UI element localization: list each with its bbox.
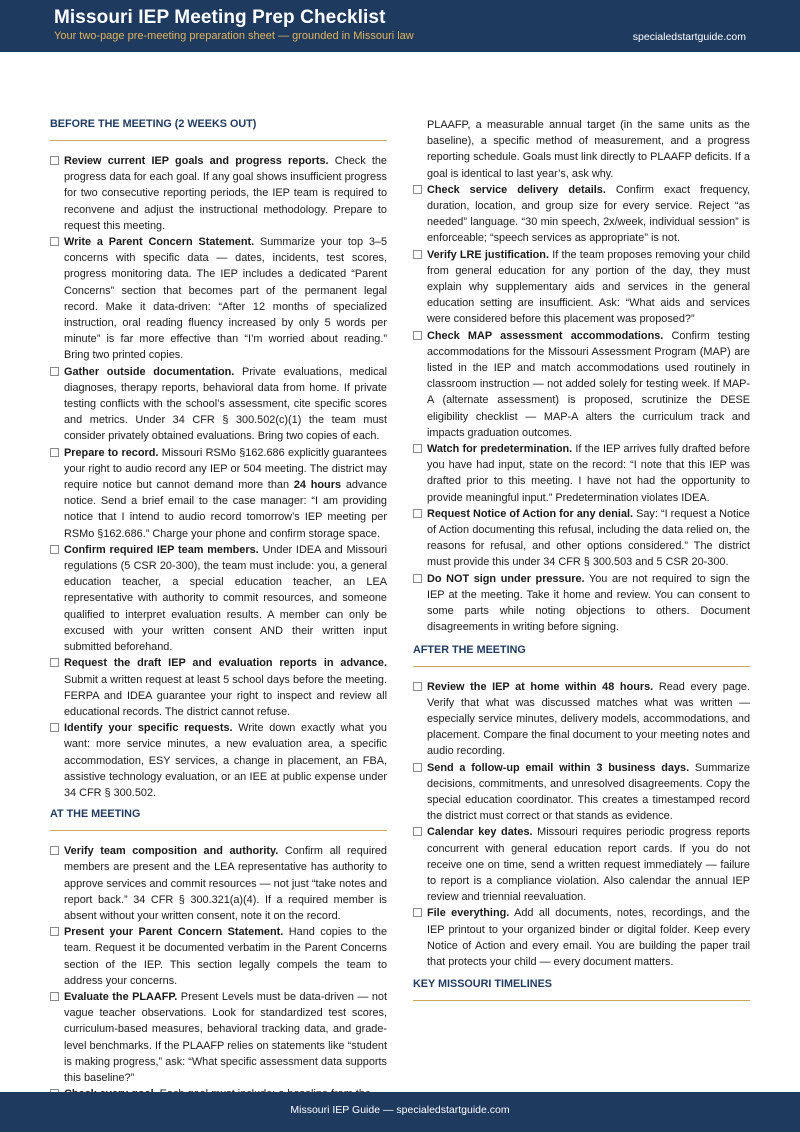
checklist-item[interactable]: Gather outside documentation. Private evaluations, medical diagnoses, therapy reports, behavioral data from home. If private testing conflicts with the school’s assessment, cite specific scores and metrics. Under 34 CFR § 300.502(c)(1) the team must consider privately obtained evaluations. Bring two copies of each. bbox=[50, 364, 387, 445]
section-title-before: BEFORE THE MEETING (2 WEEKS OUT) bbox=[50, 116, 387, 141]
checkbox-icon[interactable] bbox=[50, 846, 59, 855]
page-header bbox=[0, 0, 800, 52]
checklist-item[interactable]: Review the IEP at home within 48 hours. Read every page. Verify that what was discussed matches what was written — especially service minutes, delivery models, accommodations, and placement. Compare the final document to your meeting notes and audio recording. bbox=[413, 679, 750, 760]
checklist-item[interactable]: Prepare to record. Missouri RSMo §162.686 explicitly guarantees your right to audio record any IEP or 504 meeting. The district may require notice but cannot demand more than 24 hours advance notice. Send a brief email to the case manager: “I am providing notice that I intend to audio record tomorrow’s IEP meeting per RSMo §162.686.” Charge your phone and confirm storage space. bbox=[50, 445, 387, 542]
left-column bbox=[50, 116, 387, 1102]
checkbox-icon[interactable] bbox=[413, 827, 422, 836]
checkbox-icon[interactable] bbox=[50, 156, 59, 165]
checkbox-icon[interactable] bbox=[50, 448, 59, 457]
checklist-item[interactable]: Identify your specific requests. Write down exactly what you want: more service minutes, a new evaluation area, a specific accommodation, ESY services, a change in placement, an FBA, assistive technology evaluation, or an IEE at public expense under 34 CFR § 300.502. bbox=[50, 720, 387, 801]
checklist-item[interactable]: Verify LRE justification. If the team proposes removing your child from general education for any portion of the day, they must explain why supplementary aids and services in the general education setting are insufficient. Ask: “What aids and services were considered before this placement was proposed?” bbox=[413, 247, 750, 328]
checklist-item[interactable]: Calendar key dates. Missouri requires periodic progress reports concurrent with general education report cards. If you do not receive one on time, send a written request immediately — failure to report is a compliance violation. Also calendar the annual IEP review and triennial reevaluation. bbox=[413, 824, 750, 905]
checkbox-icon[interactable] bbox=[413, 185, 422, 194]
checklist-item[interactable]: Do NOT sign under pressure. You are not required to sign the IEP at the meeting. Take it home and review. You can consent to some parts while noting objections to others. Document disagreements in writing before signing. bbox=[413, 571, 750, 636]
goal-continuation-text: PLAAFP, a measurable annual target (in the same units as the baseline), a specific method of measurement, and a progress reporting schedule. Goals must link directly to PLAAFP deficits. If a goal is identical to last year’s, ask why. bbox=[427, 119, 750, 180]
checkbox-icon[interactable] bbox=[50, 723, 59, 732]
checkbox-icon[interactable] bbox=[413, 250, 422, 259]
checkbox-icon[interactable] bbox=[413, 763, 422, 772]
header-site-link[interactable]: specialedstartguide.com bbox=[632, 31, 746, 43]
checkbox-icon[interactable] bbox=[50, 992, 59, 1001]
checklist-item[interactable]: Check service delivery details. Confirm exact frequency, duration, location, and group size for every service. Reject “as needed” language. “30 min speech, 2x/week, individual session” is enforceable; “speech services as appropriate” is not. bbox=[413, 182, 750, 247]
section-title-timelines: KEY MISSOURI TIMELINES bbox=[413, 976, 750, 1001]
checklist-item[interactable]: Write a Parent Concern Statement. Summarize your top 3–5 concerns with specific data — dates, incidents, test scores, progress monitoring data. The IEP includes a dedicated “Parent Concerns” section that becomes part of the permanent legal record. Make it data-driven: “After 12 months of specialized instruction, oral reading fluency increased by only 5 words per minute” is far more effective than “I’m worried about reading.” Bring two printed copies. bbox=[50, 234, 387, 364]
section-title-after: AFTER THE MEETING bbox=[413, 642, 750, 667]
checklist-item[interactable]: Evaluate the PLAAFP. Present Levels must be data-driven — not vague teacher observations. Look for standardized test scores, curriculum-based measures, behavioral tracking data, and grade-level benchmarks. If the PLAAFP relies on statements like “student is making progress,” ask: “What specific assessment data supports this baseline?” bbox=[50, 989, 387, 1086]
checkbox-icon[interactable] bbox=[413, 444, 422, 453]
right-column bbox=[413, 117, 750, 1013]
checkbox-icon[interactable] bbox=[50, 367, 59, 376]
checklist-item[interactable]: Review current IEP goals and progress reports. Check the progress data for each goal. If any goal shows insufficient progress for two consecutive reporting periods, the IEP team is required to reconvene and adjust the instructional methodology. Prepare to request this meeting. bbox=[50, 153, 387, 234]
checklist-item[interactable]: Request the draft IEP and evaluation reports in advance. Submit a written request at least 5 school days before the meeting. FERPA and IDEA guarantee your right to inspect and review all educational records. The district cannot refuse. bbox=[50, 655, 387, 720]
page-footer bbox=[0, 1092, 800, 1132]
checkbox-icon[interactable] bbox=[50, 545, 59, 554]
checklist-item[interactable]: Watch for predetermination. If the IEP arrives fully drafted before you have had input, state on the record: “I note that this IEP was drafted prior to this meeting. I have not had the opportunity to provide meaningful input.” Predetermination violates IDEA. bbox=[413, 441, 750, 506]
section-title-at: AT THE MEETING bbox=[50, 806, 387, 831]
checkbox-icon[interactable] bbox=[50, 237, 59, 246]
checklist-item[interactable]: Present your Parent Concern Statement. Hand copies to the team. Request it be documented verbatim in the Parent Concerns section of the IEP. This section legally compels the team to address your concerns. bbox=[50, 924, 387, 989]
checkbox-icon[interactable] bbox=[50, 658, 59, 667]
checkbox-icon[interactable] bbox=[413, 331, 422, 340]
checklist-item[interactable]: Confirm required IEP team members. Under IDEA and Missouri regulations (5 CSR 20-300), the team must include: you, a general education teacher, a special education teacher, an LEA representative with authority to commit resources, and someone qualified to interpret evaluation results. A member can only be excused with your written consent AND their written input submitted beforehand. bbox=[50, 542, 387, 655]
checklist-item[interactable]: File everything. Add all documents, notes, recordings, and the IEP printout to your organized binder or digital folder. Keep every Notice of Action and every email. You are building the paper trail that protects your child — every document matters. bbox=[413, 905, 750, 970]
checkbox-icon[interactable] bbox=[413, 682, 422, 691]
checklist-item[interactable]: Verify team composition and authority. Confirm all required members are present and the LEA representative has authority to approve services and commit resources — not just “take notes and report back.” 34 CFR § 300.321(a)(4). If a required member is absent without your written consent, note it on the record. bbox=[50, 843, 387, 924]
page-subtitle: Your two-page pre-meeting preparation sheet — grounded in Missouri law bbox=[54, 30, 414, 42]
checkbox-icon[interactable] bbox=[413, 574, 422, 583]
checklist-item[interactable]: Request Notice of Action for any denial. Say: “I request a Notice of Action documenting this refusal, including the data relied on, the reasons for refusal, and other options considered.” The district must provide this under 34 CFR § 300.503 and 5 CSR 20-300. bbox=[413, 506, 750, 571]
page-title: Missouri IEP Meeting Prep Checklist bbox=[54, 7, 386, 28]
checkbox-icon[interactable] bbox=[413, 908, 422, 917]
checklist-item[interactable]: Check MAP assessment accommodations. Confirm testing accommodations for the Missouri Assessment Program (MAP) are listed in the IEP and match accommodations used routinely in classroom instruction — not added solely for testing week. If MAP-A (alternate assessment) is proposed, scrutinize the DESE eligibility checklist — MAP-A alters the curriculum track and impacts graduation outcomes. bbox=[413, 328, 750, 441]
checklist-item[interactable]: Send a follow-up email within 3 business days. Summarize decisions, commitments, and unresolved disagreements. Copy the special education coordinator. This creates a timestamped record the district must correct or that stands as evidence. bbox=[413, 760, 750, 825]
checkbox-icon[interactable] bbox=[50, 927, 59, 936]
checkbox-icon[interactable] bbox=[413, 509, 422, 518]
footer-text: Missouri IEP Guide — specialedstartguide.com bbox=[290, 1104, 510, 1116]
